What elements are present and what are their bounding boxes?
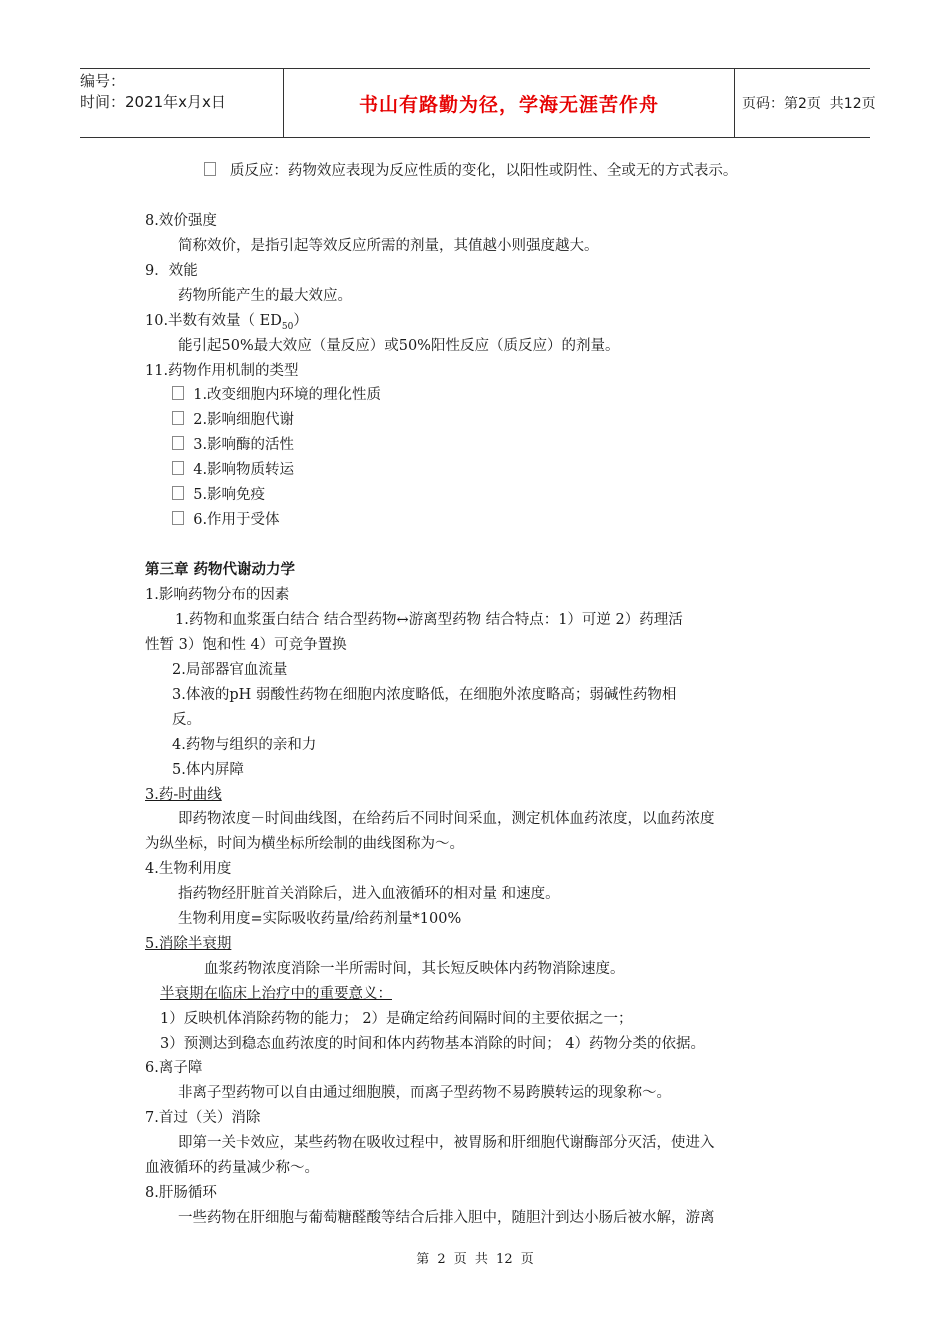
section-heading: 10.半数有效量（ $ED_{50}$）: [145, 313, 308, 332]
text-line: 非离子型药物可以自由通过细胞膜，而离子型药物不易跨膜转运的现象称～。: [178, 1085, 671, 1101]
list-item: 1.改变细胞内环境的理化性质: [172, 385, 381, 405]
list-item: 6.作用于受体: [172, 510, 280, 530]
text-line: 血浆药物浓度消除一半所需时间，其长短反映体内药物消除速度。: [204, 961, 625, 977]
header-page-info: 页码：第2页 共12页: [742, 96, 876, 112]
text-line: 生物利用度=实际吸收药量/给药剂量*100%: [178, 911, 462, 927]
bullet-icon: [172, 386, 184, 400]
text-line: 反。: [172, 712, 201, 728]
text-line: 即药物浓度－时间曲线图，在给药后不同时间采血，测定机体血药浓度，以血药浓度: [178, 811, 715, 827]
bullet-icon: [204, 162, 216, 176]
header-meta: [80, 69, 283, 139]
subsection-heading: 半衰期在临床上治疗中的重要意义：: [160, 986, 392, 1002]
text-line: 能引起50%最大效应（量反应）或50%阳性反应（质反应）的剂量。: [178, 338, 620, 354]
bullet-icon: [172, 411, 184, 425]
text-line: 血液循环的药量减少称～。: [145, 1160, 319, 1176]
bullet-icon: [172, 436, 184, 450]
header-divider: [734, 69, 735, 137]
text-line: 1.药物和血浆蛋白结合 结合型药物↔游离型药物 结合特点：1）可逆 2）药理活: [175, 612, 683, 628]
section-heading: 9．效能: [145, 263, 198, 279]
section-heading: 4.生物利用度: [145, 861, 232, 877]
list-item: 2.影响细胞代谢: [172, 410, 294, 430]
text-line: 即第一关卡效应，某些药物在吸收过程中，被胃肠和肝细胞代谢酶部分灭活，使进入: [178, 1135, 715, 1151]
list-item: 5.影响免疫: [172, 485, 265, 505]
text-line: 5.体内屏障: [172, 762, 244, 778]
text-line: 1）反映机体消除药物的能力； 2）是确定给药间隔时间的主要依据之一；: [160, 1011, 633, 1027]
page-header: [80, 68, 876, 138]
bullet-icon: [172, 486, 184, 500]
section-heading: 8.效价强度: [145, 213, 217, 229]
header-number-label: 编号：: [80, 72, 126, 90]
bullet-icon: [172, 461, 184, 475]
section-heading: 3.药-时曲线: [145, 787, 222, 803]
text-line: 药物所能产生的最大效应。: [178, 288, 352, 304]
header-motto: 书山有路勤为径，学海无涯苦作舟: [358, 93, 659, 116]
text-line: 简称效价，是指引起等效反应所需的剂量，其值越小则强度越大。: [178, 238, 599, 254]
text-line: 2.局部器官血流量: [172, 662, 288, 678]
text-line: 3.体液的pH 弱酸性药物在细胞内浓度略低，在细胞外浓度略高；弱碱性药物相: [172, 687, 677, 703]
text-line: 3）预测达到稳态血药浓度的时间和体内药物基本消除的时间； 4）药物分类的依据。: [160, 1036, 706, 1052]
section-heading: 11.药物作用机制的类型: [145, 363, 299, 379]
section-heading: 6.离子障: [145, 1060, 203, 1076]
page-footer: 第 2 页 共 12 页: [416, 1252, 534, 1267]
list-item: 3.影响酶的活性: [172, 435, 294, 455]
text-line: 质反应：药物效应表现为反应性质的变化，以阳性或阴性、全或无的方式表示。: [204, 161, 737, 181]
section-heading: 7.首过（关）消除: [145, 1110, 261, 1126]
section-heading: 5.消除半衰期: [145, 936, 232, 952]
text-line: 性暂 3）饱和性 4）可竞争置换: [145, 637, 347, 653]
chapter-heading: 第三章 药物代谢动力学: [145, 562, 296, 578]
text-line: 一些药物在肝细胞与葡萄糖醛酸等结合后排入胆中，随胆汁到达小肠后被水解，游离: [178, 1210, 715, 1226]
text-line: 为纵坐标，时间为横坐标所绘制的曲线图称为～。: [145, 836, 464, 852]
text-line: 4.药物与组织的亲和力: [172, 737, 317, 753]
text-line: 指药物经肝脏首关消除后，进入血液循环的相对量 和速度。: [178, 886, 560, 902]
header-date-label: 时间：2021年x月x日: [80, 93, 226, 111]
list-item: 4.影响物质转运: [172, 460, 294, 480]
section-heading: 8.肝肠循环: [145, 1185, 217, 1201]
section-heading: 1.影响药物分布的因素: [145, 587, 290, 603]
bullet-icon: [172, 511, 184, 525]
